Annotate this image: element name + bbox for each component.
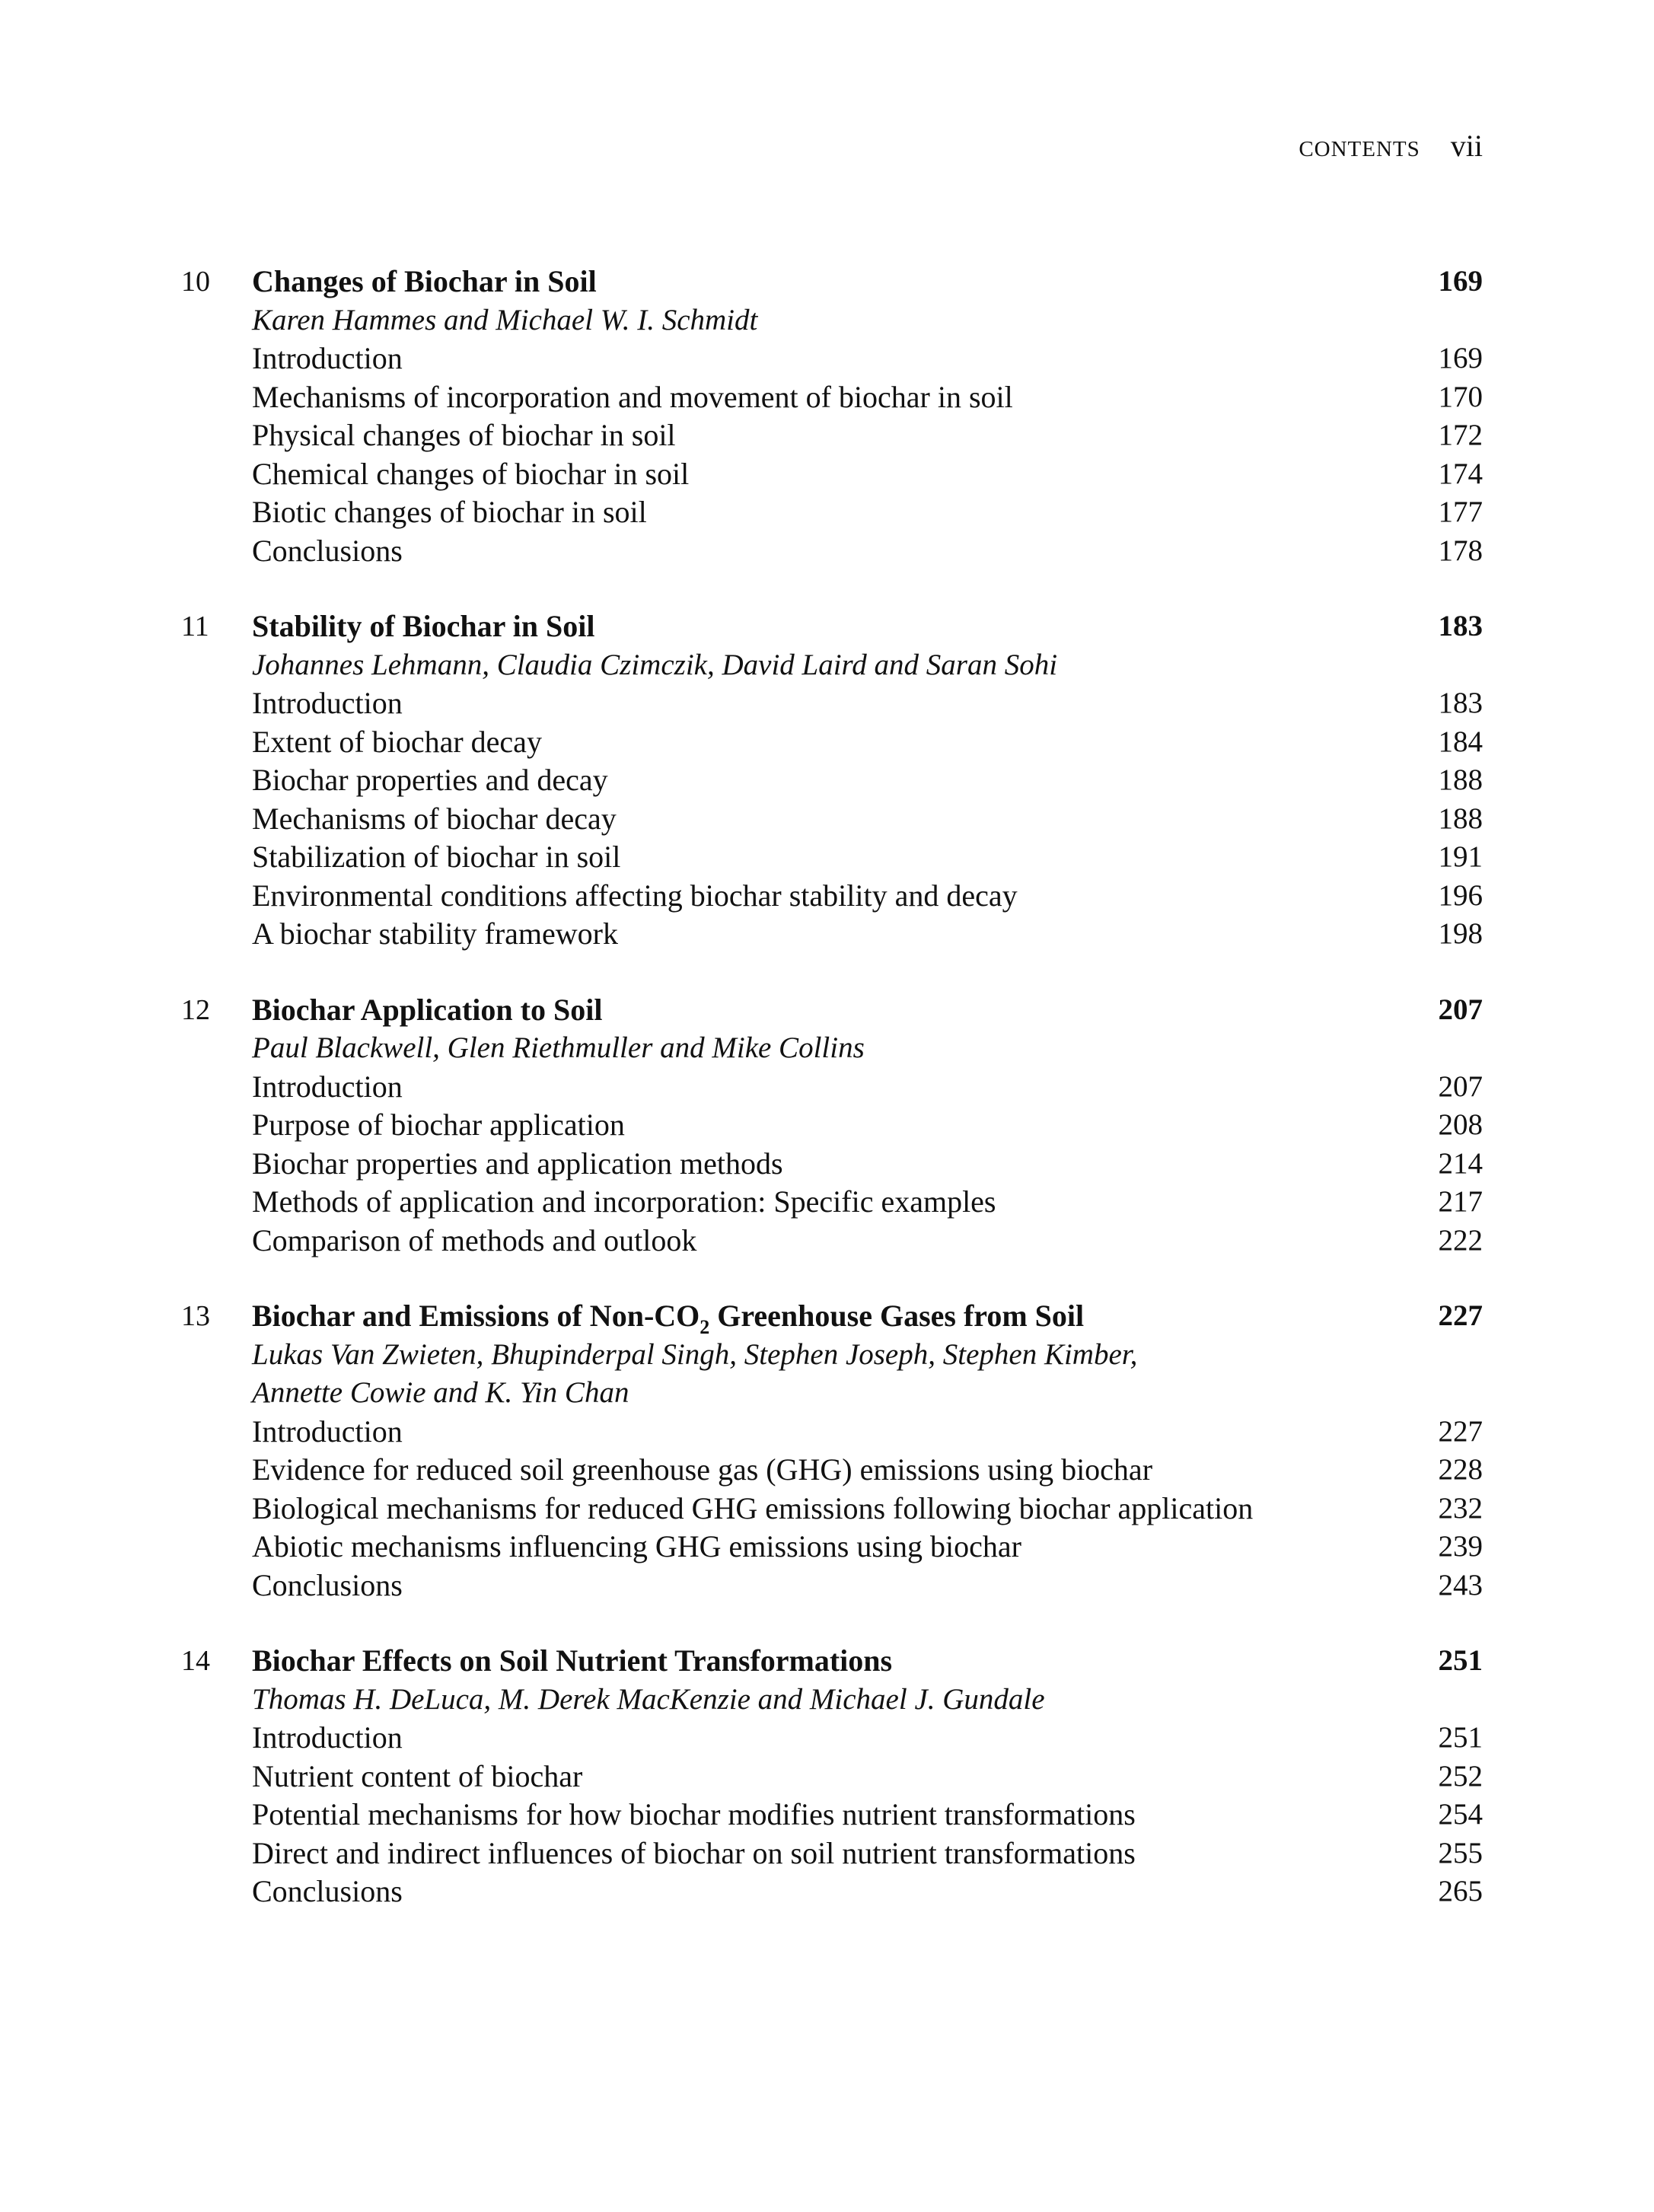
section-row[interactable]	[181, 1222, 1483, 1261]
section-title: A biochar stability framework	[252, 916, 618, 951]
chapter-title-row[interactable]	[181, 607, 1483, 646]
section-title: Introduction	[252, 1069, 403, 1104]
chapter-title-row[interactable]	[181, 1297, 1483, 1336]
section-page: 196	[1438, 878, 1483, 912]
section-row[interactable]	[181, 1068, 1483, 1107]
chapter-authors	[181, 1374, 1483, 1413]
section-row[interactable]	[181, 1873, 1483, 1911]
chapter-title-row[interactable]	[181, 991, 1483, 1030]
table-of-contents	[181, 263, 1483, 1949]
section-page: 188	[1438, 763, 1483, 796]
section-page: 239	[1438, 1530, 1483, 1563]
section-page: 177	[1438, 496, 1483, 528]
chapter-title: Stability of Biochar in Soil	[252, 609, 595, 643]
section-title: Introduction	[252, 1414, 403, 1449]
section-page: 252	[1438, 1759, 1483, 1793]
section-row[interactable]	[181, 1758, 1483, 1796]
section-page: 191	[1438, 840, 1483, 873]
section-page: 243	[1438, 1568, 1483, 1602]
section-row[interactable]	[181, 838, 1483, 877]
chapter-authors	[181, 1681, 1483, 1720]
section-row[interactable]	[181, 761, 1483, 800]
section-row[interactable]	[181, 1528, 1483, 1567]
section-title: Comparison of methods and outlook	[252, 1222, 697, 1257]
section-title: Mechanisms of biochar decay	[252, 801, 617, 836]
chapter-page: 251	[1438, 1644, 1483, 1677]
section-title: Chemical changes of biochar in soil	[252, 456, 690, 491]
section-title: Abiotic mechanisms influencing GHG emissions using biochar	[252, 1529, 1021, 1563]
section-title: Mechanisms of incorporation and movement of biochar in soil	[252, 379, 1013, 414]
section-title: Introduction	[252, 341, 403, 375]
chapter-title-row[interactable]	[181, 1642, 1483, 1681]
section-row[interactable]	[181, 455, 1483, 494]
section-row[interactable]	[181, 378, 1483, 417]
section-title: Conclusions	[252, 1567, 403, 1602]
section-row[interactable]	[181, 1145, 1483, 1184]
section-title: Extent of biochar decay	[252, 724, 542, 759]
section-row[interactable]	[181, 1106, 1483, 1145]
chapter-12	[181, 991, 1483, 1261]
chapter-page: 169	[1438, 265, 1483, 298]
chapter-title-subscript: 2	[700, 1316, 710, 1338]
section-page: 227	[1438, 1414, 1483, 1448]
chapter-number: 12	[181, 993, 210, 1026]
section-title: Biochar properties and decay	[252, 763, 608, 797]
section-page: 207	[1438, 1069, 1483, 1103]
chapter-number: 13	[181, 1300, 210, 1332]
section-row[interactable]	[181, 1796, 1483, 1834]
section-page: 184	[1438, 725, 1483, 758]
section-page: 172	[1438, 419, 1483, 451]
chapter-title	[252, 1297, 1084, 1340]
section-page: 208	[1438, 1108, 1483, 1141]
section-title: Evidence for reduced soil greenhouse gas (GHG) emissions using biochar	[252, 1452, 1153, 1487]
chapter-title-row[interactable]	[181, 263, 1483, 301]
chapter-authors	[181, 1336, 1483, 1375]
section-page: 222	[1438, 1223, 1483, 1257]
chapter-page: 227	[1438, 1299, 1483, 1332]
section-row[interactable]	[181, 416, 1483, 455]
chapter-authors	[181, 301, 1483, 340]
section-page: 188	[1438, 802, 1483, 835]
section-page: 255	[1438, 1836, 1483, 1869]
section-title: Physical changes of biochar in soil	[252, 418, 676, 452]
chapter-title: Biochar Effects on Soil Nutrient Transformations	[252, 1643, 893, 1678]
section-title: Introduction	[252, 686, 403, 720]
section-title: Biological mechanisms for reduced GHG emissions following biochar application	[252, 1490, 1254, 1525]
section-page: 251	[1438, 1721, 1483, 1754]
section-row[interactable]	[181, 1719, 1483, 1758]
chapter-11	[181, 607, 1483, 954]
section-page: 217	[1438, 1185, 1483, 1218]
section-row[interactable]	[181, 339, 1483, 378]
section-title: Stabilization of biochar in soil	[252, 840, 621, 874]
section-row[interactable]	[181, 800, 1483, 839]
section-row[interactable]	[181, 684, 1483, 723]
section-page: 178	[1438, 534, 1483, 567]
section-title: Potential mechanisms for how biochar modifies nutrient transformations	[252, 1797, 1136, 1831]
section-page: 198	[1438, 917, 1483, 950]
chapter-page: 207	[1438, 993, 1483, 1026]
author-line: Karen Hammes and Michael W. I. Schmidt	[252, 303, 758, 336]
section-page: 254	[1438, 1798, 1483, 1831]
chapter-title: Changes of Biochar in Soil	[252, 264, 597, 298]
chapter-number: 14	[181, 1645, 210, 1677]
section-row[interactable]	[181, 1183, 1483, 1222]
section-page: 232	[1438, 1491, 1483, 1525]
author-line: Paul Blackwell, Glen Riethmuller and Mike Collins	[252, 1031, 865, 1064]
section-row[interactable]	[181, 1490, 1483, 1528]
section-row[interactable]	[181, 723, 1483, 762]
chapter-title-part: Greenhouse Gases from Soil	[709, 1299, 1085, 1333]
section-page: 214	[1438, 1146, 1483, 1180]
section-page: 265	[1438, 1875, 1483, 1908]
section-title: Introduction	[252, 1720, 403, 1755]
section-title: Direct and indirect influences of biochar on soil nutrient transformations	[252, 1835, 1136, 1870]
chapter-title-part: Biochar and Emissions of Non-CO	[252, 1299, 700, 1333]
section-row[interactable]	[181, 1451, 1483, 1490]
section-row[interactable]	[181, 1567, 1483, 1605]
section-title: Conclusions	[252, 533, 403, 568]
chapter-number: 11	[181, 610, 209, 642]
section-page: 169	[1438, 342, 1483, 375]
section-row[interactable]	[181, 532, 1483, 571]
section-title: Purpose of biochar application	[252, 1108, 625, 1142]
chapter-title: Biochar Application to Soil	[252, 992, 603, 1027]
section-page: 228	[1438, 1453, 1483, 1486]
chapter-authors	[181, 1029, 1483, 1068]
section-page: 183	[1438, 687, 1483, 719]
section-row[interactable]	[181, 493, 1483, 532]
section-row[interactable]	[181, 1834, 1483, 1873]
section-title: Conclusions	[252, 1874, 403, 1908]
section-row[interactable]	[181, 915, 1483, 954]
chapter-14	[181, 1642, 1483, 1911]
section-title: Nutrient content of biochar	[252, 1758, 583, 1793]
running-head	[0, 131, 1483, 161]
section-title: Environmental conditions affecting biochar stability and decay	[252, 878, 1018, 913]
section-row[interactable]	[181, 877, 1483, 916]
running-head-page-number: vii	[1450, 129, 1483, 163]
section-row[interactable]	[181, 1413, 1483, 1452]
chapter-10	[181, 263, 1483, 570]
section-page: 170	[1438, 380, 1483, 413]
chapter-number: 10	[181, 266, 210, 298]
chapter-13	[181, 1297, 1483, 1605]
author-line: Annette Cowie and K. Yin Chan	[252, 1376, 629, 1409]
section-title: Biochar properties and application methods	[252, 1146, 783, 1181]
author-line: Lukas Van Zwieten, Bhupinderpal Singh, Stephen Joseph, Stephen Kimber,	[252, 1337, 1138, 1371]
author-line: Johannes Lehmann, Claudia Czimczik, David Laird and Saran Sohi	[252, 648, 1058, 681]
section-page: 174	[1438, 457, 1483, 490]
chapter-page: 183	[1438, 610, 1483, 642]
author-line: Thomas H. DeLuca, M. Derek MacKenzie and Michael J. Gundale	[252, 1682, 1045, 1716]
running-head-label: CONTENTS	[1299, 137, 1420, 161]
section-title: Biotic changes of biochar in soil	[252, 495, 647, 529]
chapter-authors	[181, 646, 1483, 685]
section-title: Methods of application and incorporation: Specific examples	[252, 1184, 996, 1219]
